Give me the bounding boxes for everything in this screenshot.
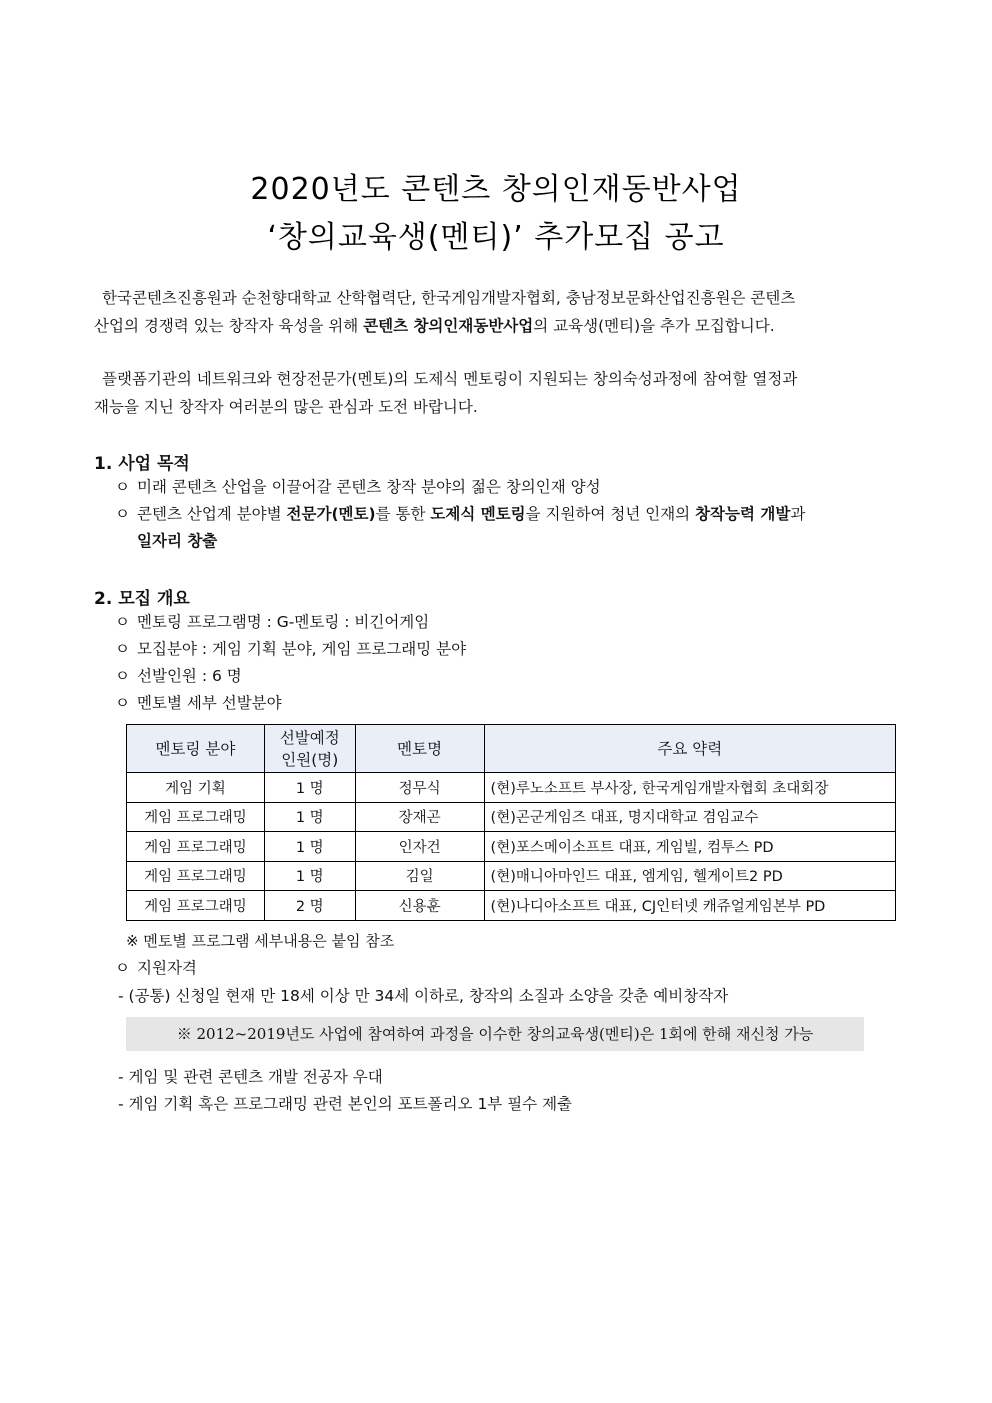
cell-mentor: 김일 <box>355 861 484 891</box>
table-row <box>127 802 896 832</box>
title-line-2: ‘창의교육생(멘티)’ 추가모집 공고 <box>267 220 725 255</box>
circle-bullet-icon: ㅇ <box>115 959 130 977</box>
overview-program <box>115 609 905 636</box>
qualification-heading <box>115 955 905 982</box>
header-career: 주요 약력 <box>484 725 895 773</box>
purpose-item-2 <box>115 501 905 555</box>
header-count-line-1: 선발예정 <box>279 728 340 747</box>
purpose-item-1 <box>115 474 905 501</box>
purpose-item-2-bold: 도제식 멘토링 <box>430 505 526 523</box>
cell-count: 2 명 <box>264 891 355 921</box>
cell-field: 게임 프로그래밍 <box>127 832 265 862</box>
cell-mentor: 인자건 <box>355 832 484 862</box>
circle-bullet-icon: ㅇ <box>115 613 130 631</box>
cell-field: 게임 프로그래밍 <box>127 891 265 921</box>
cell-career: (현)매니아마인드 대표, 엠게임, 헬게이트2 PD <box>484 861 895 891</box>
cell-field: 게임 프로그래밍 <box>127 861 265 891</box>
program-reference-note: ※ 멘토별 프로그램 세부내용은 붙임 참조 <box>126 932 395 950</box>
purpose-item-1-text: 미래 콘텐츠 산업을 이끌어갈 콘텐츠 창작 분야의 젊은 창의인재 양성 <box>137 478 601 496</box>
overview-count <box>115 663 905 690</box>
table-header-row <box>127 725 896 773</box>
cell-count: 1 명 <box>264 832 355 862</box>
portfolio-requirement: - 게임 기획 혹은 프로그래밍 관련 본인의 포트폴리오 1부 필수 제출 <box>118 1095 573 1113</box>
overview-field-text: 모집분야 : 게임 기획 분야, 게임 프로그래밍 분야 <box>137 640 467 658</box>
circle-bullet-icon: ㅇ <box>115 694 130 712</box>
circle-bullet-icon: ㅇ <box>115 640 130 658</box>
intro-1-text-b: 의 교육생(멘티)을 추가 모집합니다. <box>533 317 775 335</box>
circle-bullet-icon: ㅇ <box>115 667 130 685</box>
cell-mentor: 정무식 <box>355 773 484 803</box>
title-line-1: 2020년도 콘텐츠 창의인재동반사업 <box>250 172 742 207</box>
table-row <box>127 773 896 803</box>
table-row <box>127 832 896 862</box>
intro-2-line-1: 플랫폼기관의 네트워크와 현장전문가(멘토)의 도제식 멘토링이 지원되는 창의숙성과정에 참여할 열정과 <box>102 370 798 388</box>
cell-career: (현)곤군게임즈 대표, 명지대학교 겸임교수 <box>484 802 895 832</box>
intro-2-line-2: 재능을 지닌 창작자 여러분의 많은 관심과 도전 바랍니다. <box>94 398 478 416</box>
overview-program-text: 멘토링 프로그램명 : G-멘토링 : 비긴어게임 <box>137 613 430 631</box>
mentor-table <box>126 724 896 921</box>
overview-detail <box>115 690 905 717</box>
cell-count: 1 명 <box>264 773 355 803</box>
cell-count: 1 명 <box>264 802 355 832</box>
header-field: 멘토링 분야 <box>127 725 265 773</box>
cell-count: 1 명 <box>264 861 355 891</box>
table-row <box>127 891 896 921</box>
reapply-notice-box: ※ 2012~2019년도 사업에 참여하여 과정을 이수한 창의교육생(멘티)은 1회에 한해 재신청 가능 <box>126 1017 864 1051</box>
intro-1-bold: 콘텐츠 창의인재동반사업 <box>363 317 534 335</box>
intro-1-line-2 <box>94 312 894 340</box>
circle-bullet-icon: ㅇ <box>115 478 130 496</box>
purpose-item-2-text: 과 <box>790 505 806 523</box>
qualification-common: - (공통) 신청일 현재 만 18세 이상 만 34세 이하로, 창작의 소질과 소양을 갖춘 예비창작자 <box>118 987 729 1005</box>
major-preference: - 게임 및 관련 콘텐츠 개발 전공자 우대 <box>118 1068 383 1086</box>
cell-career: (현)포스메이소프트 대표, 게임빌, 컴투스 PD <box>484 832 895 862</box>
cell-mentor: 장재곤 <box>355 802 484 832</box>
intro-paragraph-2 <box>94 365 894 421</box>
header-mentor: 멘토명 <box>355 725 484 773</box>
circle-bullet-icon: ㅇ <box>115 505 130 523</box>
purpose-item-2-text: 를 통한 <box>375 505 431 523</box>
overview-detail-text: 멘토별 세부 선발분야 <box>137 694 282 712</box>
cell-field: 게임 기획 <box>127 773 265 803</box>
table-row <box>127 861 896 891</box>
cell-career: (현)나디아소프트 대표, CJ인터넷 캐쥬얼게임본부 PD <box>484 891 895 921</box>
section-2-heading: 2. 모집 개요 <box>94 589 190 609</box>
purpose-item-2-text: 콘텐츠 산업계 분야별 <box>137 505 287 523</box>
cell-career: (현)루노소프트 부사장, 한국게임개발자협회 초대회장 <box>484 773 895 803</box>
header-count <box>264 725 355 773</box>
overview-field <box>115 636 905 663</box>
intro-paragraph-1 <box>94 284 894 340</box>
overview-count-text: 선발인원 : 6 명 <box>137 667 242 685</box>
purpose-item-2-bold: 창작능력 개발 <box>695 505 791 523</box>
header-count-line-2: 인원(명) <box>281 750 339 769</box>
section-1-heading: 1. 사업 목적 <box>94 454 190 474</box>
intro-1-line-1: 한국콘텐츠진흥원과 순천향대학교 산학협력단, 한국게임개발자협회, 충남정보문화산업진흥원은 콘텐츠 <box>102 289 796 307</box>
cell-field: 게임 프로그래밍 <box>127 802 265 832</box>
purpose-item-2-text: 을 지원하여 청년 인재의 <box>525 505 696 523</box>
cell-mentor: 신용훈 <box>355 891 484 921</box>
qualification-heading-text: 지원자격 <box>137 959 197 977</box>
purpose-item-2-bold: 일자리 창출 <box>137 532 218 550</box>
intro-1-text-a: 산업의 경쟁력 있는 창작자 육성을 위해 <box>94 317 364 335</box>
purpose-item-2-bold: 전문가(멘토) <box>286 505 376 523</box>
